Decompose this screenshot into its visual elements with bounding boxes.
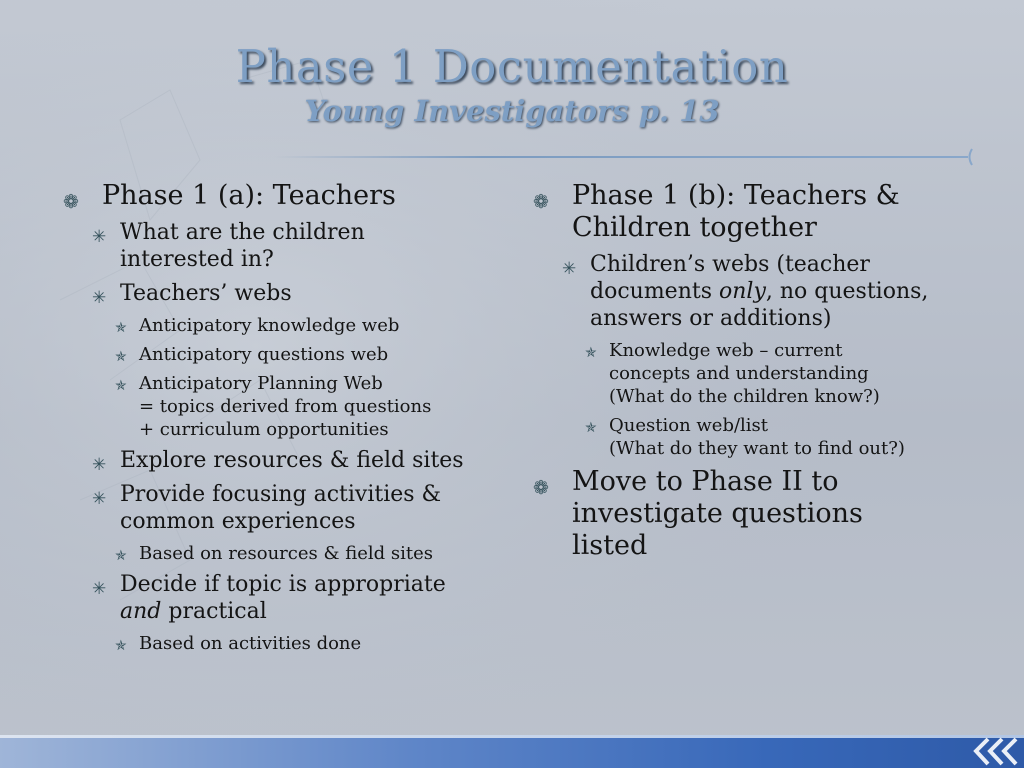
star-bullet-icon: ✯ bbox=[585, 420, 597, 436]
footer-bar-highlight bbox=[0, 735, 1024, 738]
slide-title: Phase 1 Documentation bbox=[235, 40, 789, 93]
star-bullet-icon: ✯ bbox=[115, 378, 127, 394]
list-item: ✳ Teachers’ webs bbox=[60, 280, 500, 307]
list-item: ✯ Based on activities done bbox=[60, 632, 500, 655]
asterisk-bullet-icon: ✳ bbox=[92, 455, 107, 475]
star-bullet-icon: ✯ bbox=[115, 349, 127, 365]
title-block bbox=[0, 40, 1024, 128]
title-underline-cap bbox=[964, 148, 974, 166]
asterisk-bullet-icon: ✳ bbox=[92, 227, 107, 247]
asterisk-bullet-icon: ✳ bbox=[92, 288, 107, 308]
asterisk-bullet-icon: ✳ bbox=[562, 259, 577, 279]
list-item: ✳ Explore resources & field sites bbox=[60, 447, 500, 474]
star-bullet-icon: ✯ bbox=[115, 320, 127, 336]
list-item: ✳ What are the children interested in? bbox=[92, 220, 365, 272]
list-item: ❁ Move to Phase II to investigate questions listed bbox=[533, 466, 863, 561]
slide-subtitle: Young Investigators p. 13 bbox=[304, 94, 720, 128]
asterisk-bullet-icon: ✳ bbox=[92, 489, 107, 509]
list-item: ✯ Anticipatory Planning Web = topics derived from questions + curriculum opportunities bbox=[115, 373, 432, 440]
flower-bullet-icon: ❁ bbox=[533, 191, 549, 213]
list-item: ❁ Phase 1 (b): Teachers & Children together bbox=[533, 180, 900, 243]
list-item: ✳ Children’s webs (teacher documents only, no questions, answers or additions) bbox=[562, 252, 929, 331]
title-underline bbox=[274, 156, 968, 158]
chevron-left-icon bbox=[958, 735, 1024, 768]
list-item: ✯ Knowledge web – current concepts and understanding (What do the children know?) bbox=[585, 340, 880, 407]
flower-bullet-icon: ❁ bbox=[63, 191, 79, 213]
footer-bar bbox=[0, 735, 1024, 768]
star-bullet-icon: ✯ bbox=[115, 548, 127, 564]
star-bullet-icon: ✯ bbox=[115, 638, 127, 654]
right-column bbox=[530, 180, 980, 569]
list-item: ✯ Anticipatory questions web bbox=[60, 343, 500, 366]
list-item: ✳ Decide if topic is appropriate and practical bbox=[92, 572, 446, 624]
star-bullet-icon: ✯ bbox=[585, 345, 597, 361]
left-column bbox=[60, 180, 500, 661]
list-item: ✯ Question web/list (What do they want to find out?) bbox=[585, 415, 905, 459]
list-item: ✯ Anticipatory knowledge web bbox=[60, 314, 500, 337]
list-item: ✯ Based on resources & field sites bbox=[60, 542, 500, 565]
asterisk-bullet-icon: ✳ bbox=[92, 579, 107, 599]
list-item: ❁ Phase 1 (a): Teachers bbox=[60, 180, 500, 212]
flower-bullet-icon: ❁ bbox=[533, 477, 549, 499]
list-item: ✳ Provide focusing activities & common experiences bbox=[92, 482, 442, 534]
